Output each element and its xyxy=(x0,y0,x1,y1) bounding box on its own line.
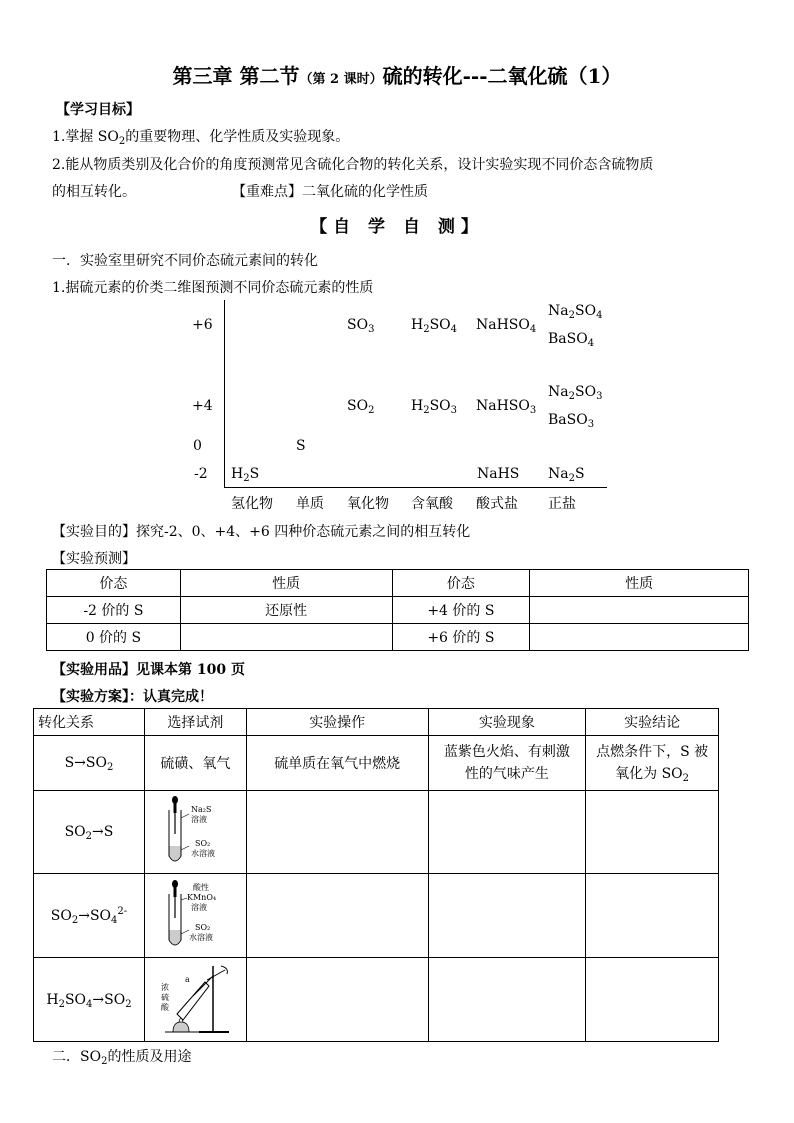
table-header: 性质 xyxy=(530,570,749,597)
table-header: 转化关系 xyxy=(34,709,145,736)
chart-x-axis xyxy=(224,487,607,488)
table-header: 实验操作 xyxy=(246,709,428,736)
table-cell-blank[interactable] xyxy=(428,874,586,958)
table-cell: 还原性 xyxy=(180,597,392,624)
table-header: 选择试剂 xyxy=(144,709,246,736)
chart-baso3: BaSO$_3$ xyxy=(548,412,595,430)
x-label-oxyacid: 含氧酸 xyxy=(411,496,453,512)
key-point: 【重难点】二氧化硫的化学性质 xyxy=(232,184,428,200)
svg-text:水溶液: 水溶液 xyxy=(189,932,214,942)
table-cell-blank[interactable] xyxy=(586,874,719,958)
relation-so2-to-s: $SO_2\to S$ xyxy=(34,791,145,874)
chart-baso4: BaSO$_4$ xyxy=(548,331,595,349)
chart-na2so4: $Na_2SO_4$ xyxy=(548,303,603,321)
table-header: 实验现象 xyxy=(428,709,586,736)
materials: 【实验用品】见课本第 100 页 xyxy=(52,662,245,678)
table-row xyxy=(47,597,749,624)
part2-heading: 二．$SO_2$的性质及用途 xyxy=(52,1049,192,1067)
page-title xyxy=(0,60,794,89)
table-header: 性质 xyxy=(180,570,392,597)
table-cell: +6 价的 S xyxy=(392,624,530,651)
chart-nahs: NaHS xyxy=(477,466,520,482)
test-tube-dropper-icon xyxy=(155,794,235,870)
conclusion-cell: 点燃条件下，S 被 氧化为 $SO_2$ xyxy=(586,736,719,791)
test-tube-dropper-icon xyxy=(155,878,235,954)
objective-1: 1.掌握 $SO_2$的重要物理、化学性质及实验现象。 xyxy=(52,129,350,147)
chart-nahso3: NaHSO$_3$ xyxy=(476,398,537,416)
svg-text:a: a xyxy=(185,974,191,984)
x-label-oxide: 氧化物 xyxy=(347,496,389,512)
svg-text:溶液: 溶液 xyxy=(191,902,208,912)
table-cell: 0 价的 S xyxy=(47,624,181,651)
table-cell-blank[interactable] xyxy=(246,874,428,958)
table-cell-blank[interactable] xyxy=(530,597,749,624)
svg-text:酸: 酸 xyxy=(161,1002,170,1012)
chart-h2s: $H_2S$ xyxy=(231,466,260,484)
y-label-m2: -2 xyxy=(194,466,208,482)
table-cell: +4 价的 S xyxy=(392,597,530,624)
svg-text:溶液: 溶液 xyxy=(191,815,208,824)
x-label-normal-salt: 正盐 xyxy=(548,496,576,512)
part1-sub1: 1.据硫元素的价类二维图预测不同价态硫元素的性质 xyxy=(52,280,374,296)
table-row xyxy=(34,709,719,736)
table-cell: -2 价的 S xyxy=(47,597,181,624)
chart-s: S xyxy=(296,438,306,454)
section-heading: 【自 学 自 测】 xyxy=(310,217,484,237)
table-row xyxy=(47,570,749,597)
svg-text:浓: 浓 xyxy=(161,982,170,992)
part1-heading: 一．实验室里研究不同价态硫元素间的转化 xyxy=(52,253,318,269)
phenomenon-cell: 蓝紫色火焰、有刺激 性的气味产生 xyxy=(428,736,586,791)
svg-text:KMnO₄: KMnO₄ xyxy=(187,892,217,902)
y-label-0: 0 xyxy=(193,438,202,454)
flask-heating-apparatus-icon xyxy=(155,962,235,1038)
title-topic: 硫的转化---二氧化硫（1） xyxy=(382,64,622,88)
svg-text:水溶液: 水溶液 xyxy=(191,849,216,858)
operation-cell: 硫单质在氧气中燃烧 xyxy=(246,736,428,791)
y-label-p6: +6 xyxy=(192,317,213,333)
table-cell-blank[interactable] xyxy=(246,958,428,1042)
table-cell-blank[interactable] xyxy=(530,624,749,651)
relation-so2-to-so4: $SO_2\to SO_4^{2-}$ xyxy=(34,874,145,958)
table-row xyxy=(34,791,719,874)
svg-text:Na₂S: Na₂S xyxy=(191,805,212,814)
table-cell-blank[interactable] xyxy=(586,791,719,874)
chart-h2so3: $H_2SO_3$ xyxy=(411,398,458,416)
prediction-table xyxy=(46,569,749,651)
x-label-element: 单质 xyxy=(296,496,324,512)
table-row xyxy=(34,874,719,958)
apparatus-cell xyxy=(144,874,246,958)
apparatus-cell xyxy=(144,958,246,1042)
plan: 【实验方案】：认真完成！ xyxy=(52,689,213,705)
title-period: （第 2 课时） xyxy=(299,72,383,87)
svg-text:SO₂: SO₂ xyxy=(195,922,211,932)
chart-so2: $SO_2$ xyxy=(347,398,375,416)
plan-table xyxy=(33,708,719,1042)
svg-text:SO₂: SO₂ xyxy=(195,839,211,848)
title-chapter: 第三章 第二节 xyxy=(172,64,300,88)
prediction-heading: 【实验预测】 xyxy=(52,551,136,567)
table-cell-blank[interactable] xyxy=(246,791,428,874)
table-row xyxy=(34,736,719,791)
chart-na2s: $Na_2S$ xyxy=(548,466,585,484)
chart-na2so3: $Na_2SO_3$ xyxy=(548,384,603,402)
table-cell-blank[interactable] xyxy=(180,624,392,651)
svg-text:硫: 硫 xyxy=(161,992,170,1002)
experiment-purpose: 【实验目的】探究-2、0、+4、+6 四种价态硫元素之间的相互转化 xyxy=(52,524,471,540)
x-label-acid-salt: 酸式盐 xyxy=(476,496,518,512)
objective-2-line1: 2.能从物质类别及化合价的角度预测常见含硫化合物的转化关系，设计实验实现不同价态含硫物质 xyxy=(52,157,654,173)
table-header: 价态 xyxy=(392,570,530,597)
x-label-hydride: 氢化物 xyxy=(231,496,273,512)
relation-h2so4-to-so2: $H_2SO_4\to SO_2$ xyxy=(34,958,145,1042)
apparatus-cell xyxy=(144,791,246,874)
table-cell-blank[interactable] xyxy=(428,791,586,874)
table-header: 价态 xyxy=(47,570,181,597)
y-label-p4: +4 xyxy=(192,398,213,414)
table-cell-blank[interactable] xyxy=(428,958,586,1042)
objective-2-line2: 的相互转化。 xyxy=(52,184,136,200)
svg-text:酸性: 酸性 xyxy=(193,882,210,892)
chart-y-axis xyxy=(224,300,225,488)
chart-so3: $SO_3$ xyxy=(347,317,375,335)
table-row xyxy=(47,624,749,651)
chart-nahso4: NaHSO$_4$ xyxy=(476,317,537,335)
table-cell-blank[interactable] xyxy=(586,958,719,1042)
relation-s-to-so2: $S\to SO_2$ xyxy=(34,736,145,791)
table-row xyxy=(34,958,719,1042)
chart-h2so4: $H_2SO_4$ xyxy=(411,317,458,335)
objectives-heading: 【学习目标】 xyxy=(56,102,140,118)
reagent-cell: 硫磺、氧气 xyxy=(144,736,246,791)
table-header: 实验结论 xyxy=(586,709,719,736)
